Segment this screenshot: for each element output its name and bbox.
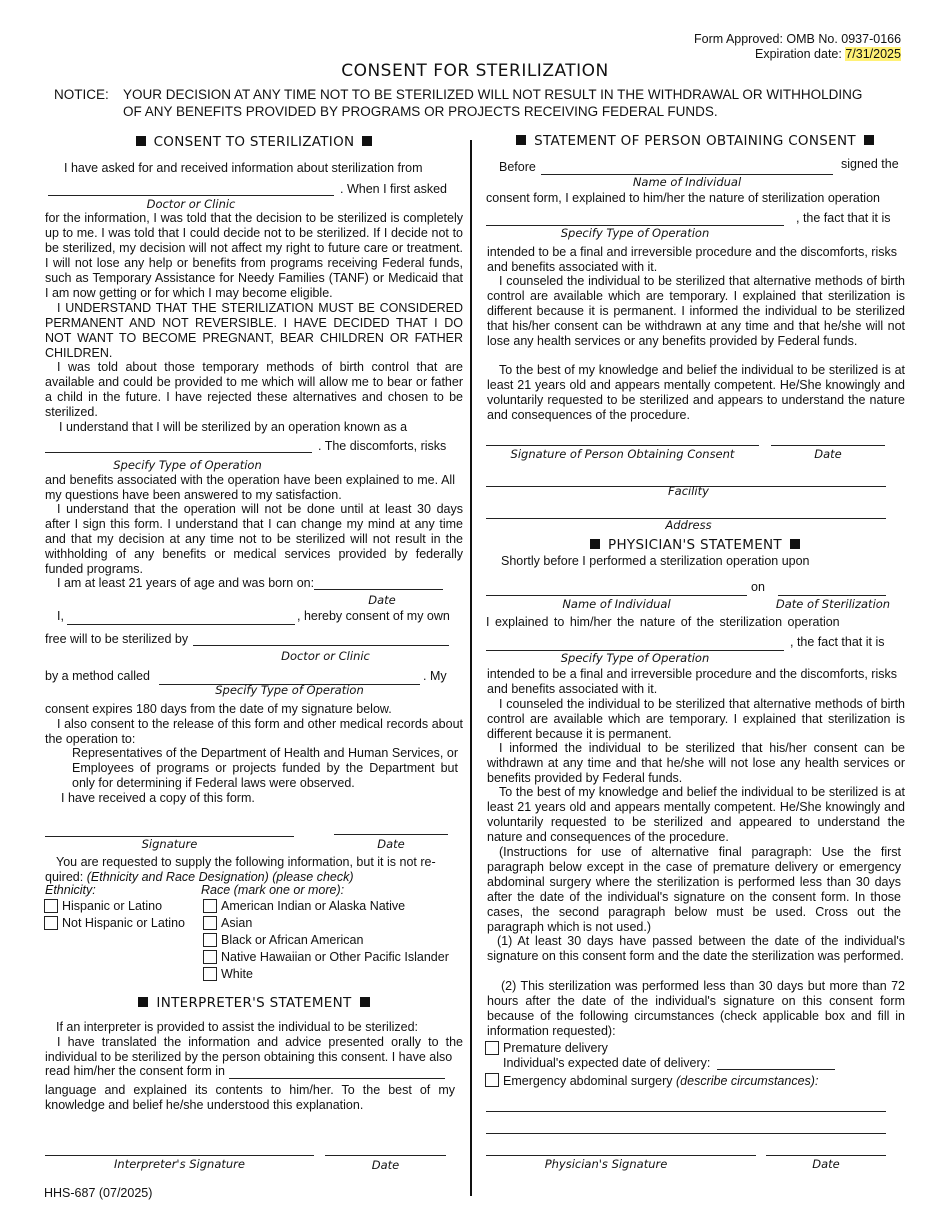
interpreter-signature-caption: Interpreter's Signature [114,1157,245,1171]
signature-caption: Signature [141,837,198,851]
physician-intro: Shortly before I performed a sterilization operation upon [501,554,810,568]
physician-operation-caption: Specify Type of Operation [560,651,710,665]
signature-date-field[interactable] [334,834,448,835]
circumstances-line-1[interactable] [486,1111,886,1112]
physician-signature-field[interactable] [486,1155,756,1156]
individual-name-field[interactable] [67,624,295,625]
obtaining-fact: , the fact that it is [796,211,891,225]
language-field[interactable] [229,1078,445,1079]
physician-name-caption: Name of Individual [562,597,671,611]
race-label: Race (mark one or more): [201,883,345,897]
circumstances-line-2[interactable] [486,1133,886,1134]
physician-signature-caption: Physician's Signature [544,1157,668,1171]
obtaining-heading: STATEMENT OF PERSON OBTAINING CONSENT [486,133,904,149]
consent-paragraph-5: I understand that the operation will not be done until at least 30 days after I sign this form. I understand that I can change my mind at any time and that my decision at any time not to be sterilized will not result in the withholding of any benefits or medical services provided by federally funded programs. [45,502,463,576]
obtaining-paragraph-2: I counseled the individual to be sterilized that alternative methods of birth control are available which are temporary. I explained that sterilization is different because it is permanent. I informed the individual to be sterilized that his/her consent can be withdrawn at any time and that he/she will not lose any health services or any benefits provided by Federal funds. [487,274,905,348]
required-line: quired: (Ethnicity and Race Designation) (please check) [45,870,354,884]
physician-option-2: (2) This sterilization was performed less than 30 days but more than 72 hours after the date of the individual's signature on this consent form because of the following circumstances (check applicable box and fill in information requested): [487,979,905,1038]
when-first-asked: . When I first asked [340,182,447,196]
physician-date-field[interactable] [766,1155,886,1156]
race-label-asian: Asian [221,916,253,930]
signature-date-caption: Date [377,837,405,851]
consent-paragraph-2: I UNDERSTAND THAT THE STERILIZATION MUST BE CONSIDERED PERMANENT AND NOT REVERSIBLE. I HAVE DECIDED THAT I DO NOT WANT TO BECOME PREGNANT, BEAR CHILDREN OR FATHER CHILDREN. [45,301,463,360]
hereby-consent: , hereby consent of my own [297,609,450,623]
address-caption: Address [665,518,712,532]
interpreter-paragraph-2: language and explained its contents to him/her. To the best of my knowledge and belief he/she understood this explanation. [45,1083,455,1112]
obtaining-signature-field[interactable] [486,445,759,446]
obtaining-operation-caption: Specify Type of Operation [560,226,710,240]
physician-instructions: (Instructions for use of alternative final paragraph: Use the first paragraph below except in the case of premature delivery or emergency abdominal surgery where the sterilization is performed less than 30 days after the date of the individual's signature on the consent form. In those cases, the second paragraph below must be used. Cross out the paragraph which is not used.) [487,845,901,934]
doctor-clinic-caption-2: Doctor or Clinic [281,649,370,663]
signed-the: signed the [841,157,899,171]
race-checkbox-asian[interactable] [203,916,217,930]
physician-explained: I explained to him/her the nature of the sterilization operation [486,615,840,629]
my-label: . My [423,669,447,683]
before-label: Before [499,160,536,174]
expiration-line [755,47,901,61]
obtaining-date-caption: Date [814,447,842,461]
not-hispanic-checkbox[interactable] [44,916,58,930]
bullet-square-icon [136,136,146,146]
consent-intro: I have asked for and received information about sterilization from [64,161,423,175]
interpreter-paragraph-1: I have translated the information and advice presented orally to the individual to be sterilized by the person obtaining this consent. I have also [45,1035,463,1064]
expiration-label: Expiration date: [755,47,842,61]
premature-delivery-checkbox[interactable] [485,1041,499,1055]
physician-option-1: (1) At least 30 days have passed between the date of the individual's signature on this consent form and the date the sterilization was performed. [487,934,905,963]
physician-paragraph-4: To the best of my knowledge and belief the individual to be sterilized is at least 21 years old and appears mentally competent. He/She knowingly and voluntarily requested to be sterilized and appeared to understand the nature and consequences of the procedure. [487,785,905,844]
race-label-pacific-islander: Native Hawaiian or Other Pacific Islander [221,950,449,964]
consent-heading: CONSENT TO STERILIZATION [45,134,463,150]
form-title: CONSENT FOR STERILIZATION [341,61,609,81]
discomforts-risks: . The discomforts, risks [318,439,447,453]
consent-expires: consent expires 180 days from the date of my signature below. [45,702,392,716]
i-label: I, [57,609,64,623]
age-statement: I am at least 21 years of age and was born on: [57,576,315,590]
obtaining-paragraph-1: intended to be a final and irreversible procedure and the discomforts, risks and benefits associated with it. [487,245,897,274]
doctor-clinic-field[interactable] [48,195,334,196]
race-checkbox-american-indian[interactable] [203,899,217,913]
consent-paragraph-1: for the information, I was told that the decision to be sterilized is completely up to me. I was told that I could decide not to be sterilized. If I decide not to be sterilized, my decision will not affect my right to future care or treatment. I will not lose any help or benefits from programs receiving Federal funds, such as Temporary Assistance for Needy Families (TANF) or Medicaid that I am now getting or for which I may become eligible. [45,211,463,300]
interpreter-date-field[interactable] [325,1155,446,1156]
hispanic-label: Hispanic or Latino [62,899,163,913]
birth-date-field[interactable] [314,589,443,590]
obtaining-date-field[interactable] [771,445,885,446]
physician-date-caption: Date [812,1157,840,1171]
birth-date-caption: Date [368,593,396,607]
race-checkbox-pacific-islander[interactable] [203,950,217,964]
notice-label: NOTICE: [54,87,109,102]
bullet-square-icon [864,135,874,145]
race-checkbox-black[interactable] [203,933,217,947]
representatives: Representatives of the Department of Health and Human Services, or Employees of programs or projects funded by the Department but only for determining if Federal laws were observed. [72,746,458,790]
omb-number: Form Approved: OMB No. 0937-0166 [694,32,902,46]
physician-paragraph-2: I counseled the individual to be sterilized that alternative methods of birth control are available which are temporary. I explained that sterilization is different because it is permanent. [487,697,905,741]
obtaining-explained: consent form, I explained to him/her the nature of sterilization operation [486,191,880,205]
received-copy: I have received a copy of this form. [61,791,255,805]
interpreter-signature-field[interactable] [45,1155,314,1156]
doctor-clinic-caption: Doctor or Clinic [146,197,236,211]
interpreter-intro: If an interpreter is provided to assist the individual to be sterilized: [56,1020,418,1034]
consent-operation-line: I understand that I will be sterilized by an operation known as a [59,420,408,434]
obtaining-name-caption: Name of Individual [632,175,742,189]
emergency-surgery-checkbox[interactable] [485,1073,499,1087]
bullet-square-icon [790,539,800,549]
physician-name-field[interactable] [486,595,747,596]
obtaining-signature-caption: Signature of Person Obtaining Consent [510,447,735,461]
facility-caption: Facility [668,484,709,498]
free-will: free will to be sterilized by [45,632,189,646]
consent-paragraph-4: and benefits associated with the operation have been explained to me. All my questions have been answered to my satisfaction. [45,473,455,502]
operation-type-field[interactable] [45,452,312,453]
bullet-square-icon [138,997,148,1007]
premature-delivery-label: Premature delivery [503,1041,608,1055]
doctor-clinic-field-2[interactable] [193,645,449,646]
bullet-square-icon [362,136,372,146]
bullet-square-icon [516,135,526,145]
sterilization-date-caption: Date of Sterilization [775,597,891,611]
physician-paragraph-3: I informed the individual to be sterilized that his/her consent can be withdrawn at any time and that he/she will not lose any health services or benefits provided by Federal funds. [487,741,905,785]
interpreter-date-caption: Date [371,1158,400,1172]
interpreter-heading: INTERPRETER'S STATEMENT [45,995,463,1011]
release-records: I also consent to the release of this form and other medical records about the operation to: [45,717,463,746]
race-checkbox-white[interactable] [203,967,217,981]
race-label-black: Black or African American [221,933,364,947]
consent-paragraph-3: I was told about those temporary methods of birth control that are available and could be provided to me which will allow me to bear or father a child in the future. I have rejected these alternatives and chosen to be sterilized. [45,360,463,419]
requested-info: You are requested to supply the following information, but it is not re- [56,855,436,869]
method-caption: Specify Type of Operation [215,683,364,697]
expected-delivery-label: Individual's expected date of delivery: [503,1056,711,1070]
notice-line-2: OF ANY BENEFITS PROVIDED BY PROGRAMS OR PROJECTS RECEIVING FEDERAL FUNDS. [123,104,718,119]
sterilization-date-field[interactable] [778,595,886,596]
not-hispanic-label: Not Hispanic or Latino [62,916,185,930]
form-number: HHS-687 (07/2025) [44,1186,153,1200]
hispanic-checkbox[interactable] [44,899,58,913]
ethnicity-label: Ethnicity: [45,883,96,897]
consent-form-in: read him/her the consent form in [45,1064,225,1078]
physician-heading: PHYSICIAN'S STATEMENT [486,537,904,553]
method-called: by a method called [45,669,150,683]
physician-paragraph-1: intended to be a final and irreversible procedure and the discomforts, risks and benefits associated with it. [487,667,897,696]
on-label: on [751,580,765,594]
race-label-american-indian: American Indian or Alaska Native [221,899,406,913]
emergency-surgery-label: Emergency abdominal surgery (describe circumstances): [503,1074,819,1088]
expiration-date: 7/31/2025 [845,47,901,61]
column-divider [470,140,472,1196]
expected-delivery-field[interactable] [717,1069,835,1070]
bullet-square-icon [590,539,600,549]
obtaining-paragraph-3: To the best of my knowledge and belief the individual to be sterilized is at least 21 years old and appears mentally competent. He/She knowingly and voluntarily requested to be sterilized and appears to understand the nature and consequences of the procedure. [487,363,905,422]
operation-type-caption: Specify Type of Operation [113,458,262,472]
bullet-square-icon [360,997,370,1007]
notice-line-1: YOUR DECISION AT ANY TIME NOT TO BE STERILIZED WILL NOT RESULT IN THE WITHDRAWAL OR WITHHOLDING [123,87,863,102]
physician-fact: , the fact that it is [790,635,885,649]
race-label-white: White [221,967,253,981]
